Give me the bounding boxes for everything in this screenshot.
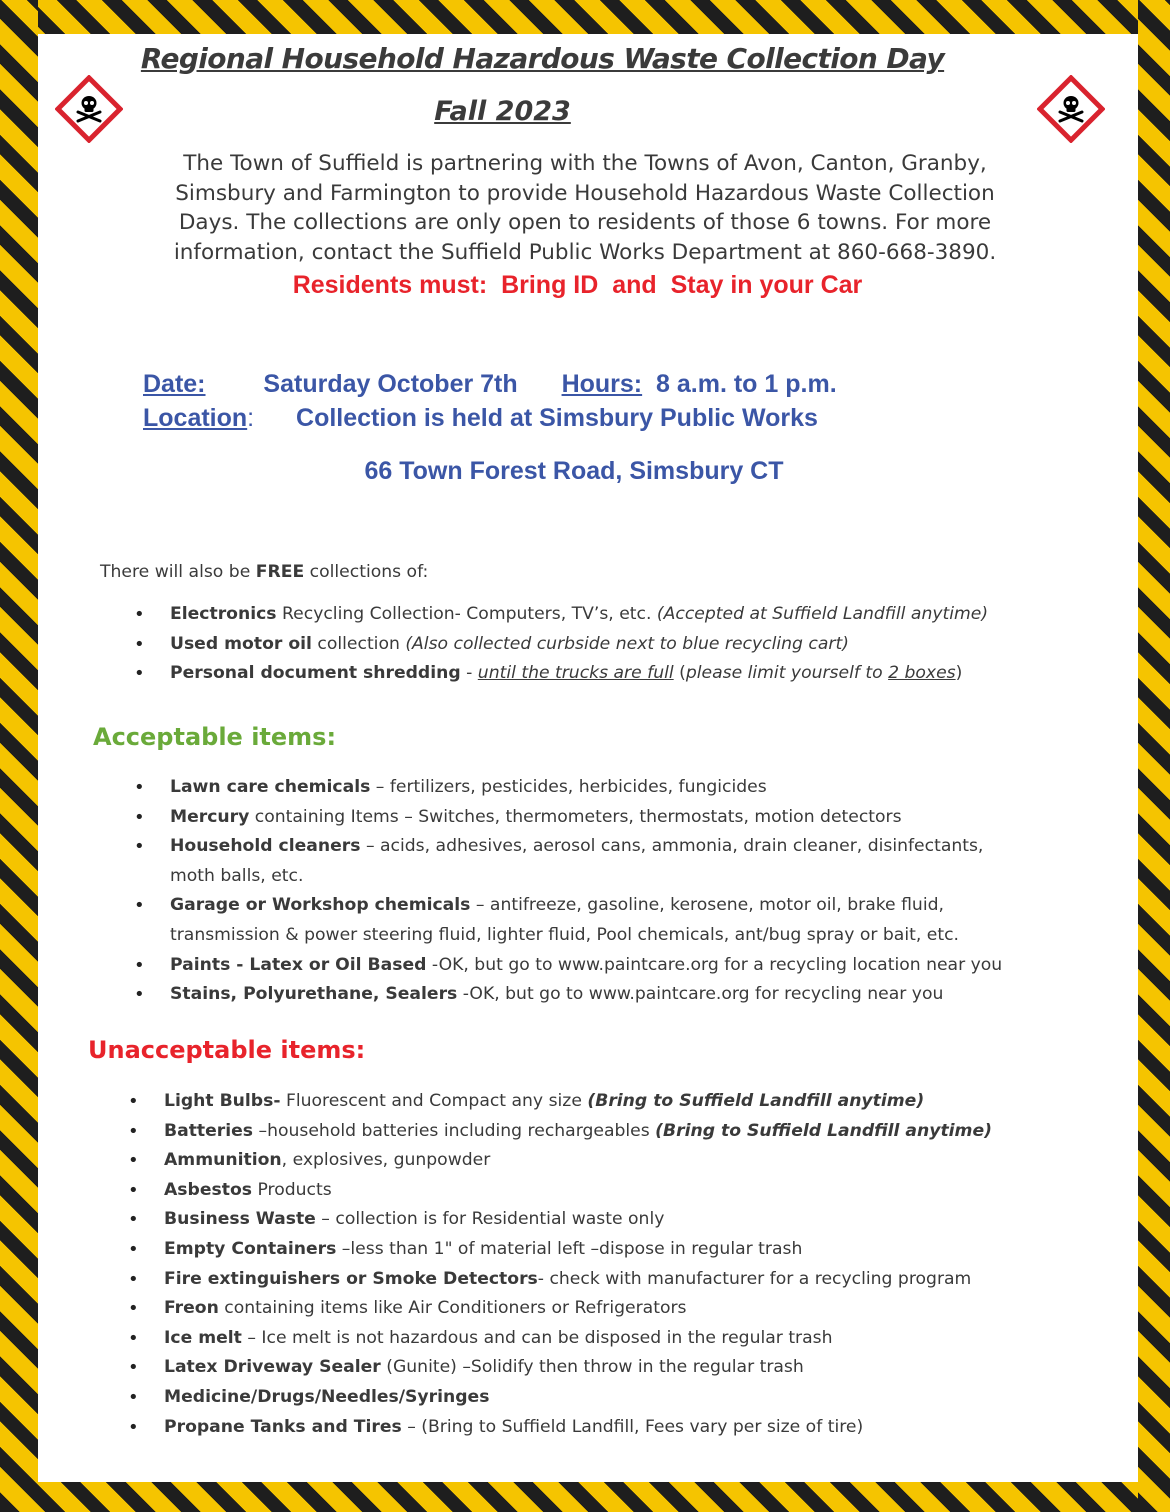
skull-crossbones-icon	[55, 75, 123, 143]
flyer-subtitle: Fall 2023	[434, 96, 571, 127]
skull-crossbones-icon	[1037, 75, 1105, 143]
list-item: • Asbestos Products	[126, 1176, 992, 1206]
flyer-title: Regional Household Hazardous Waste Collection Day	[140, 42, 945, 75]
hazard-stripe-top	[0, 0, 1170, 34]
intro-line: The Town of Suffield is partnering with the Towns of Avon, Canton, Granby,	[183, 151, 987, 176]
must-label: Residents must:	[292, 271, 488, 299]
must-joiner: and	[612, 271, 657, 299]
list-item: • Propane Tanks and Tires – (Bring to Suffield Landfill, Fees vary per size of tire)	[126, 1413, 992, 1443]
location-value: Collection is held at Simsbury Public Works	[296, 404, 818, 432]
must-item-car: Stay in your Car	[670, 271, 863, 299]
list-item: • Household cleaners – acids, adhesives, aerosol cans, ammonia, drain cleaner, disinfectants, moth balls, etc.	[132, 832, 1002, 891]
list-item: • Used motor oil collection (Also collected curbside next to blue recycling cart)	[132, 630, 988, 660]
event-date-row	[143, 370, 837, 399]
list-item: • Latex Driveway Sealer (Gunite) –Solidify then throw in the regular trash	[126, 1353, 992, 1383]
list-item: • Fire extinguishers or Smoke Detectors- check with manufacturer for a recycling program	[126, 1265, 992, 1295]
date-label: Date:	[143, 370, 206, 398]
list-item: • Business Waste – collection is for Residential waste only	[126, 1205, 992, 1235]
residents-must-notice	[0, 271, 1155, 300]
hazard-stripe-left	[0, 0, 38, 1512]
event-location-row	[143, 404, 818, 433]
list-item: • Medicine/Drugs/Needles/Syringes	[126, 1383, 992, 1413]
list-item: • Garage or Workshop chemicals – antifreeze, gasoline, kerosene, motor oil, brake fluid, transmission & power steering fluid, lighter fluid, Pool chemicals, ant/bug spray or bait, etc.	[132, 891, 1002, 950]
hazard-stripe-bottom	[0, 1482, 1170, 1512]
list-item: • Mercury containing Items – Switches, thermometers, thermostats, motion detectors	[132, 803, 1002, 833]
list-item: • Ammunition, explosives, gunpowder	[126, 1146, 992, 1176]
list-item: • Personal document shredding - until the trucks are full (please limit yourself to 2 boxes)	[132, 659, 988, 689]
acceptable-heading: Acceptable items:	[93, 723, 337, 751]
list-item: • Electronics Recycling Collection- Computers, TV’s, etc. (Accepted at Suffield Landfill anytime)	[132, 600, 988, 630]
free-collections-list	[132, 600, 988, 689]
hours-value: 8 a.m. to 1 p.m.	[656, 370, 837, 398]
intro-paragraph	[100, 149, 1070, 267]
location-label: Location	[143, 404, 248, 432]
list-item: • Light Bulbs- Fluorescent and Compact any size (Bring to Suffield Landfill anytime)	[126, 1087, 992, 1117]
date-value: Saturday October 7th	[263, 370, 518, 398]
acceptable-list	[132, 773, 1002, 1010]
hazard-stripe-right	[1138, 0, 1170, 1512]
intro-line: Simsbury and Farmington to provide Household Hazardous Waste Collection	[175, 180, 995, 206]
list-item: • Lawn care chemicals – fertilizers, pesticides, herbicides, fungicides	[132, 773, 1002, 803]
event-address: 66 Town Forest Road, Simsbury CT	[364, 457, 784, 485]
location-colon: :	[247, 404, 255, 432]
intro-line: Days. The collections are only open to residents of those 6 towns. For more	[178, 210, 992, 235]
list-item: • Ice melt – Ice melt is not hazardous and can be disposed in the regular trash	[126, 1324, 992, 1354]
list-item: • Batteries –household batteries including rechargeables (Bring to Suffield Landfill anytime)	[126, 1117, 992, 1147]
intro-line: information, contact the Suffield Public Works Department at 860-668-3890.	[173, 239, 997, 265]
list-item: • Paints - Latex or Oil Based -OK, but go to www.paintcare.org for a recycling location near you	[132, 951, 1002, 981]
list-item: • Empty Containers –less than 1" of material left –dispose in regular trash	[126, 1235, 992, 1265]
list-item: • Freon containing items like Air Conditioners or Refrigerators	[126, 1294, 992, 1324]
hours-label: Hours:	[561, 370, 643, 398]
unacceptable-heading: Unacceptable items:	[88, 1036, 366, 1064]
unacceptable-list	[126, 1087, 992, 1442]
must-item-id: Bring ID	[501, 271, 599, 299]
free-collections-lead: There will also be FREE collections of:	[100, 562, 429, 582]
list-item: • Stains, Polyurethane, Sealers -OK, but go to www.paintcare.org for recycling near you	[132, 980, 1002, 1010]
